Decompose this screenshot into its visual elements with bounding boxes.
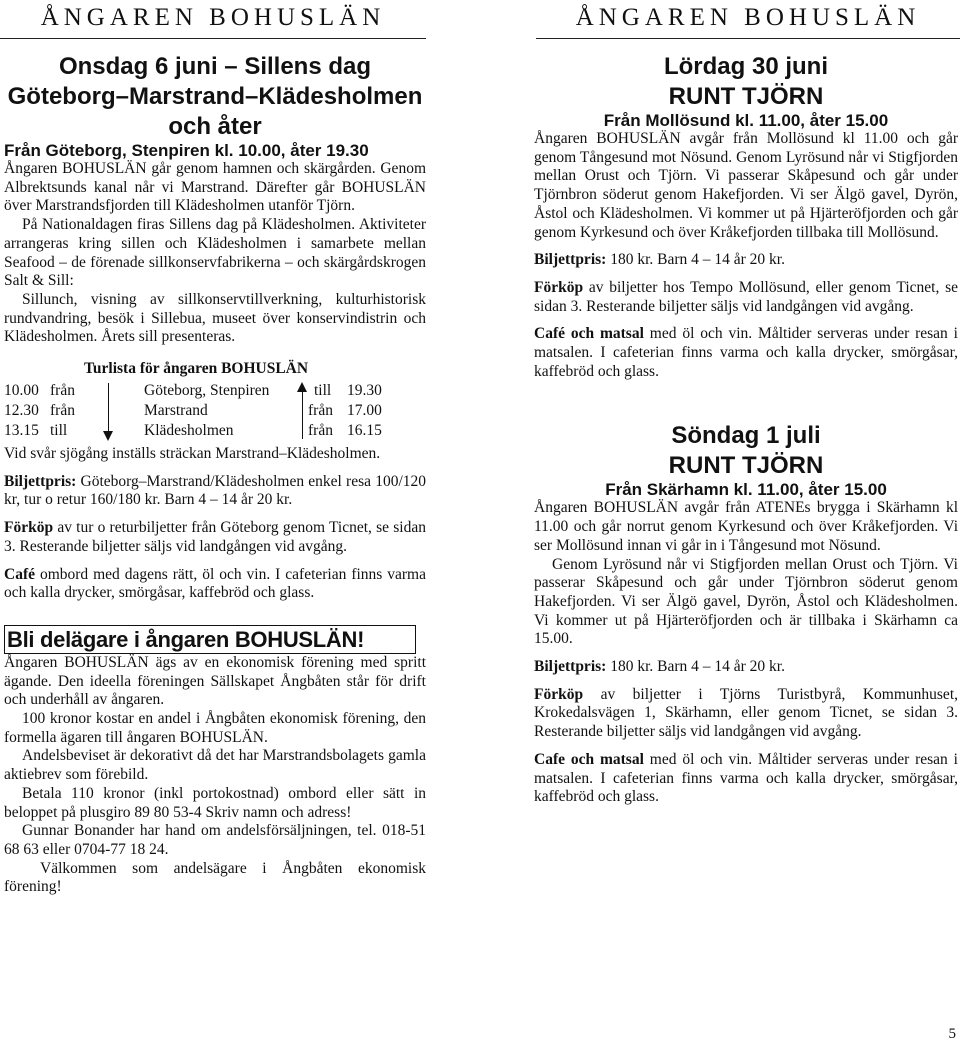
page-header-left: ÅNGAREN BOHUSLÄN [40,4,386,31]
saturday-ticket-text: 180 kr. Barn 4 – 14 år 20 kr. [610,251,785,269]
cafe-text: ombord med dagens rätt, öl och vin. I cafeterian finns varma och kalla drycker, smörgåsar, kaffebröd och glass. [4,565,426,602]
timetable-time: 12.30 [4,402,39,420]
timetable-time: 13.15 [4,422,39,440]
ticket-text: Göteborg–Marstrand/Klädesholmen enkel resa 100/120 kr, tur o retur 160/180 kr. Barn 4 – 14 år 20 kr. [4,472,426,509]
ticket-label: Biljettpris: [4,472,77,490]
activities-paragraph: Sillunch, visning av sillkonservtillverkning, kulturhistorisk rundvandring, besök i Sillebua, museet över konservindistrin och Klädesholmen. Årets sill presenteras. [4,290,426,346]
timetable-return-time: 16.15 [347,422,382,440]
outbound-arrow-icon [103,431,113,441]
timetable-time: 10.00 [4,382,39,400]
shareholder-paragraph-5: Gunnar Bonander har hand om andelsförsäljningen, tel. 018-51 68 63 eller 0704-77 18 24. [4,822,426,858]
saturday-cafe-paragraph [534,325,958,381]
timetable-word: från [50,402,75,420]
saturday-ticket-label: Biljettpris: [534,251,607,269]
timetable-return-time: 17.00 [347,402,382,420]
shareholder-paragraph-1: Ångaren BOHUSLÄN ägs av en ekonomisk förening med spritt ägande. Den ideella föreningen Sällskapet Ångbåten står för drift och underhåll av ångaren. [4,653,426,709]
cafe-paragraph [4,566,426,603]
timetable-return-word: från [308,422,333,440]
return-line [302,389,303,439]
timetable-word: från [50,382,75,400]
presale-paragraph [4,519,426,556]
timetable-word: till [50,422,68,440]
intro-paragraph: Ångaren BOHUSLÄN går genom hamnen och skärgården. Genom Albrektsunds kanal når vi Marstrand. Därefter går BOHUSLÄN över Marstrandsfjorden till Klädesholmen utanför Tjörn. [4,160,426,215]
sunday-description-2: Genom Lyrösund når vi Stigfjorden mellan Orust och Tjörn. Vi passerar Skåpesund och går under Tjörnbron söderut genom Hakefjorden. Vi ser Älgö gavel, Dyrön, Åstol och Klädesholmen. Vi kommer ut på Hjärteröfjorden och är tillbaka i Skärhamn ca 15.00. [534,555,958,648]
sillens-dag-paragraph: På Nationaldagen firas Sillens dag på Klädesholmen. Aktiviteter arrangeras kring sillen och Klädesholmen i samarbete mellan Seafood – de förenade sillkonservfabrikerna – och skärgårdskrogen Salt & Sill: [4,216,426,290]
saturday-presale-text: av biljetter hos Tempo Mollösund, eller genom Ticnet, se sidan 3. Resterande biljetter säljs vid landgången vid avgång. [534,278,959,315]
shareholder-paragraph-3: Andelsbeviset är dekorativt då det har Marstrandsbolagets gamla aktiebrev som förebild. [4,747,426,784]
timetable [4,381,426,441]
sunday-presale-text: av biljetter i Tjörns Turistbyrå, Kommunhuset, Krokedalsvägen 1, Skärhamn, eller genom Ticnet, se sidan 3. Resterande biljetter säljs vid landgången vid avgång. [534,685,958,741]
saturday-subtitle: RUNT TJÖRN [668,83,824,110]
sunday-ticket-paragraph [534,658,958,677]
saturday-description: Ångaren BOHUSLÄN avgår från Mollösund kl 11.00 och går genom Tångesund mot Nösund. Genom Lyrösund når vi Stigfjorden mellan Orust och Tjörn. Vi passerar Skåpesund och går under Tjörnbron söderut genom Hakefjorden. Vi ser Älgö gavel, Dyrön, Åstol och Klädesholmen. Vi kommer ut på Hjärteröfjorden och går genom Kyrkesund och över Kråkefjorden tillbaka till Mollösund. [534,130,958,241]
saturday-cafe-text: med öl och vin. Måltider serveras under resan i matsalen. I cafeterian finns varma och kalla drycker, smörgåsar, kaffebröd och glass. [534,325,958,380]
cafe-label: Café [4,565,35,583]
event-title-line-3: och åter [168,113,262,140]
sunday-cafe-label: Cafe och matsal [534,750,644,768]
timetable-return-time: 19.30 [347,382,382,400]
sunday-presale-paragraph [534,686,958,742]
event-title-line-2: Göteborg–Marstrand–Klädesholmen [7,83,423,110]
sunday-presale-label: Förköp [534,685,584,703]
saturday-departure: Från Mollösund kl. 11.00, åter 15.00 [603,111,889,130]
sunday-departure: Från Skärhamn kl. 11.00, åter 15.00 [605,480,887,500]
timetable-place: Göteborg, Stenpiren [144,382,270,400]
page-header-right: ÅNGAREN BOHUSLÄN [575,4,921,31]
presale-label: Förköp [4,519,54,537]
timetable-title: Turlista för ångaren BOHUSLÄN [84,360,309,378]
presale-text: av tur o returbiljetter från Göteborg genom Ticnet, se sidan 3. Resterande biljetter säljs vid landgången vid avgång. [4,519,426,555]
sunday-title: Söndag 1 juli [671,422,821,450]
sunday-description-1: Ångaren BOHUSLÄN avgår från ATENEs brygga i Skärhamn kl 11.00 och går norrut genom Kyrkesund och över Kråkefjorden. Vi ser Mollösund innan vi går in i Tångesund mot Nösund. [534,499,958,554]
timetable-place: Marstrand [144,402,208,420]
event-departure: Från Göteborg, Stenpiren kl. 10.00, åter 19.30 [4,141,369,160]
ticket-paragraph [4,473,426,510]
saturday-title: Lördag 30 juni [663,53,828,80]
timetable-place: Klädesholmen [144,422,234,440]
sunday-ticket-text: 180 kr. Barn 4 – 14 år 20 kr. [610,658,785,676]
sunday-ticket-label: Biljettpris: [534,658,607,676]
saturday-cafe-label: Café och matsal [534,325,644,343]
sunday-subtitle: RUNT TJÖRN [668,452,824,480]
sunday-cafe-text: med öl och vin. Måltider serveras under resan i matsalen. I cafeterian finns varma och kalla drycker, smörgåsar, kaffebröd och glass. [534,750,958,806]
timetable-return-word: till [314,382,332,400]
shareholder-paragraph-2: 100 kronor kostar en andel i Ångbåten ekonomisk förening, den formella ägaren till ångaren BOHUSLÄN. [4,710,426,746]
shareholder-box-title: Bli delägare i ångaren BOHUSLÄN! [4,625,416,654]
header-rule-left [0,38,426,39]
right-column [534,52,958,807]
saturday-presale-label: Förköp [534,278,584,296]
event-title-line-1: Onsdag 6 juni – Sillens dag [58,53,372,80]
page-number: 5 [948,1026,956,1042]
timetable-return-word: från [308,402,333,420]
left-column [4,52,426,897]
saturday-presale-paragraph [534,279,958,316]
header-rule-right [536,38,960,39]
shareholder-paragraph-6: Välkommen som andelsägare i Ångbåten ekonomisk förening! [4,859,426,896]
shareholder-paragraph-4: Betala 110 kronor (inkl portokostnad) ombord eller sätt in beloppet på plusgiro 89 80 53-4 Skriv namn och adress! [4,784,426,821]
sunday-cafe-paragraph [534,751,958,807]
return-arrow-icon [297,382,307,392]
weather-note: Vid svår sjögång inställs sträckan Marstrand–Klädesholmen. [4,445,381,463]
saturday-ticket-paragraph [534,251,958,270]
